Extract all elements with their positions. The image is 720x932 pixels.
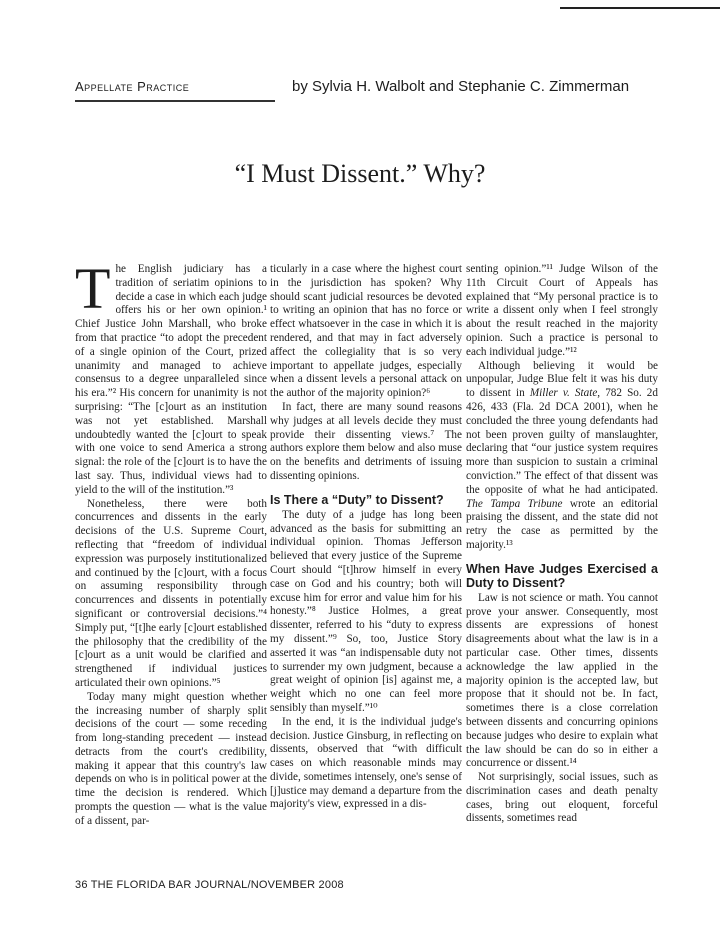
paragraph: Law is not science or math. You cannot prove your answer. Consequently, most dissents are expressions of honest disagreements about what the law is in a particular case. Other times, dissents acknowledge the law applied in the majority opinion is the accepted law, but propose that it should not be. In fact, sometimes there is a close correlation between dissents and concurring opinions because judges who desire to explain what the law should be can do so in either a concurrence or dissent.¹⁴	[466, 591, 658, 770]
subheading: Is There a “Duty” to Dissent?	[270, 492, 444, 507]
column-1	[75, 256, 268, 829]
top-edge-rule	[560, 7, 720, 9]
paragraph: Although believing it would be unpopular, Judge Blue felt it was his duty to dissent in Miller v. State, 782 So. 2d 426, 433 (Fla. 2d DCA 2001), when he concluded the three young defendants had not been proven guilty of manslaughter, declaring that “our justice system requires more than suspicion to sustain a criminal conviction.” The effect of that dissent was the opposite of what he had anticipated. The Tampa Tribune wrote an editorial praising the dissent, and the state did not retry the case as permitted by the majority.¹³	[466, 359, 658, 551]
paragraph: The duty of a judge has long been advanced as the basis for submitting an individual opinion. Thomas Jefferson believed that every justice of the Supreme Court should “[t]hrow himself in every case on God and his country; both will excuse him for error and value him for his honesty.”⁸ Justice Holmes, a great dissenter, referred to his “duty to express my dissent.”⁹ So, too, Justice Story asserted it was “an indispensable duty not to surrender my own judgment, because a great weight of opinion [is] against me, a weight which no one can feel more sensibly than myself.”¹⁰	[270, 508, 462, 714]
column-2	[270, 263, 462, 812]
article-title: “I Must Dissent.” Why?	[234, 159, 486, 188]
paragraph: ticularly in a case where the highest court in the jurisdiction has spoken? Why should scant judicial resources be devoted to writing an opinion that has no force or effect whatsoever in the case in which it is rendered, and that may in fact adversely affect the collegiality that is so very important to appellate judges, especially when a dissent levels a personal attack on the author of the majority opinion?⁶	[270, 263, 462, 400]
page-footer: 36 THE FLORIDA BAR JOURNAL/NOVEMBER 2008	[75, 879, 344, 891]
section-rule	[75, 100, 275, 102]
case-citation: Miller v. State	[529, 387, 598, 400]
paragraph: Today many might question whether the increasing number of sharply split decisions of the court — some receding from long-standing precedent — instead detracts from the court's credibility, making it appear that this country's law depends on who is in political power at the time the decision is rendered. Which prompts the question — what is the value of a dissent, par-	[75, 690, 268, 827]
paragraph: In the end, it is the individual judge's decision. Justice Ginsburg, in reflecting on dissents, observed that “with difficult cases on which reasonable minds may divide, sometimes intensely, one's sense of [j]ustice may demand a departure from the majority's view, expressed in a dis-	[270, 715, 462, 811]
paragraph: In fact, there are many sound reasons why judges at all levels decide they must provide their dissenting views.⁷ The authors explore them below and also muse on the benefits and detriments of issuing dissenting opinions.	[270, 400, 462, 482]
byline: by Sylvia H. Walbolt and Stephanie C. Zimmerman	[292, 78, 630, 95]
paragraph: The English judiciary has a tradition of seriatim opinions to decide a case in which each judge offers his or her own opinion.¹ Chief Justice John Marshall, who broke from that practice “to adopt the precedent of a single opinion of the Court, prized unanimity and managed to achieve consensus to a degree unparalleled since his era.”² His concern for unanimity is not surprising: “The [c]ourt as an institution was not yet established. Marshall undoubtedly wanted the [c]ourt to speak with one voice to send America a strong signal: the role of the [c]ourt is to have the last say. Thus, individual views had to yield to the will of the institution.”³	[75, 256, 268, 496]
paragraph: senting opinion.”¹¹ Judge Wilson of the 11th Circuit Court of Appeals has explained that “My personal practice is to write a dissent only when I feel strongly about the result reached in the majority opinion. Such a practice is personal to each individual judge.”¹²	[466, 263, 658, 358]
drop-cap: T	[75, 256, 111, 321]
newspaper-name: The Tampa Tribune	[466, 497, 563, 510]
subheading: When Have Judges Exercised a Duty to Dissent?	[466, 561, 658, 590]
column-3	[466, 263, 658, 826]
paragraph: Not surprisingly, social issues, such as discrimination cases and death penalty cases, bring out eloquent, forceful dissents, sometimes read	[466, 771, 658, 825]
section-label: Appellate Practice	[75, 79, 190, 94]
paragraph: Nonetheless, there were both concurrences and dissents in the early decisions of the U.S. Supreme Court, reflecting that “freedom of individual expression was purposely institutionalized and continued by the [c]ourt, with a focus on assuming responsibility through concurrences and dissents in potentially significant or controversial decisions.”⁴ Simply put, “[t]he early [c]ourt established the philosophy that the credibility of the [c]ourt as a unit would be clarified and strengthened if individual justices articulated their own opinions.”⁵	[75, 497, 267, 689]
